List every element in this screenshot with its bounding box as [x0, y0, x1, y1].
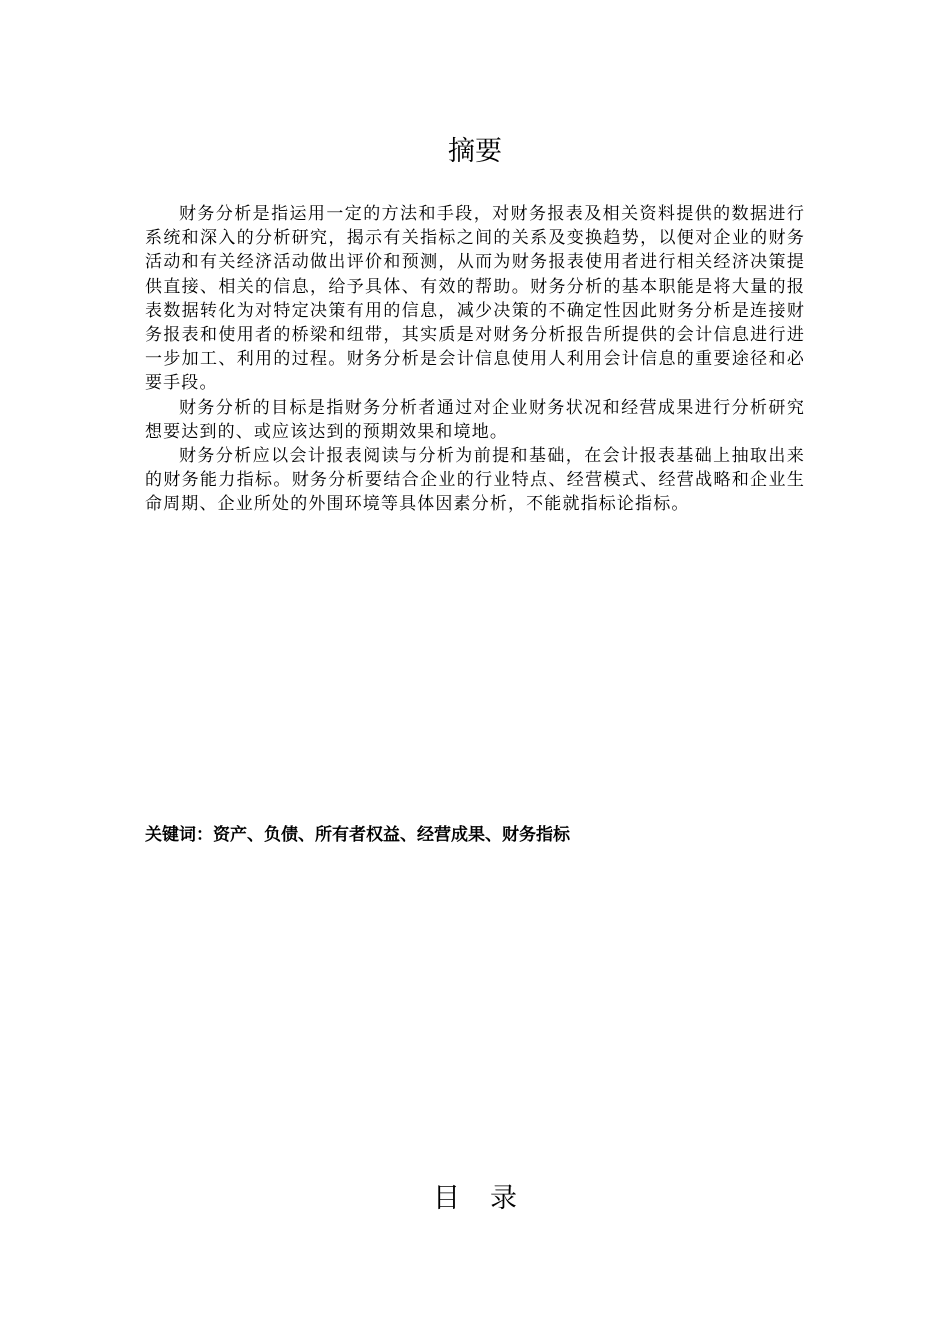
- abstract-paragraph: 财务分析应以会计报表阅读与分析为前提和基础，在会计报表基础上抽取出来的财务能力指标。财务分析要结合企业的行业特点、经营模式、经营战略和企业生命周期、企业所处的外围环境等具体因素分析，不能就指标论指标。: [145, 446, 805, 515]
- abstract-paragraph: 财务分析的目标是指财务分析者通过对企业财务状况和经营成果进行分析研究想要达到的、或应该达到的预期效果和境地。: [145, 397, 805, 442]
- abstract-title: 摘要: [448, 136, 502, 167]
- keywords-line: 关键词：资产、负债、所有者权益、经营成果、财务指标: [145, 825, 570, 845]
- toc-title: 目录: [433, 1183, 547, 1214]
- abstract-body: [145, 202, 805, 517]
- abstract-paragraph: 财务分析是指运用一定的方法和手段，对财务报表及相关资料提供的数据进行系统和深入的分析研究，揭示有关指标之间的关系及变换趋势，以便对企业的财务活动和有关经济活动做出评价和预测，从而为财务报表使用者进行相关经济决策提供直接、相关的信息，给予具体、有效的帮助。财务分析的基本职能是将大量的报表数据转化为对特定决策有用的信息，减少决策的不确定性因此财务分析是连接财务报表和使用者的桥梁和纽带，其实质是对财务分析报告所提供的会计信息进行进一步加工、利用的过程。财务分析是会计信息使用人利用会计信息的重要途径和必要手段。: [145, 204, 805, 394]
